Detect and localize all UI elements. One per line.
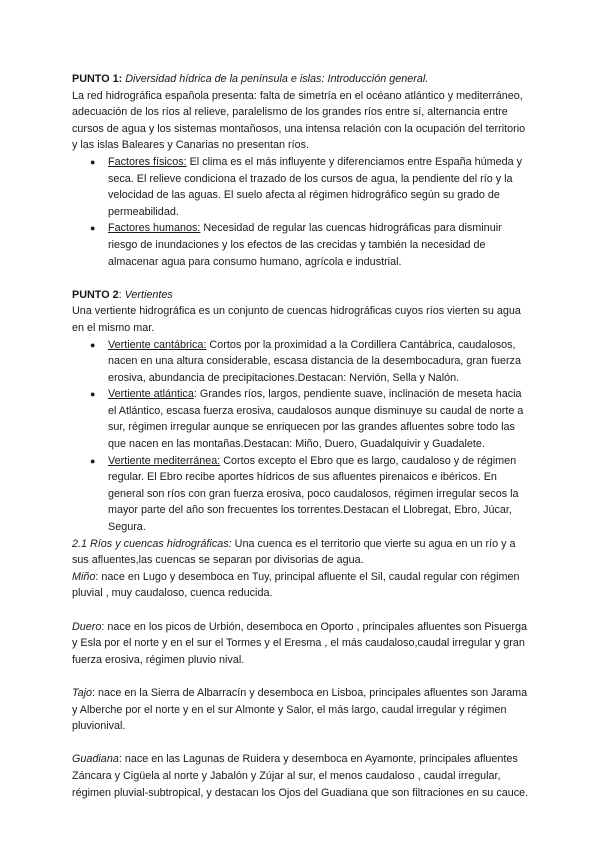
bullet-text: Necesidad de regular las cuencas hidrográficas para disminuir riesgo de inundaciones y los efectos de las crecidas y también la necesidad de almacenar agua para consumo humano, agrícola e industrial.	[108, 222, 502, 268]
river-guadiana	[72, 751, 532, 801]
subsection-text: Una cuenca es el territorio que vierte su agua en un río y a sus afluentes,las cuencas se separan por divisorias de agua.	[72, 537, 516, 567]
spacer	[72, 735, 532, 752]
river-name: Miño	[72, 570, 96, 583]
spacer	[72, 270, 532, 287]
punto2-label: PUNTO 2	[72, 288, 119, 301]
bullet-term: Vertiente atlántica	[108, 388, 194, 401]
bullet-term: Factores físicos:	[108, 155, 187, 168]
punto1-heading	[72, 71, 532, 88]
spacer	[72, 668, 532, 685]
river-text: : nace en Lugo y desemboca en Tuy, principal afluente el Sil, caudal regular con régimen pluvial , muy caudaloso, cuenca reducida.	[72, 570, 520, 600]
bullet-text: El clima es el más influyente y diferenciamos entre España húmeda y seca. El relieve condiciona el trazado de los cursos de agua, la pendiente del río y la velocidad de las aguas. El suelo afecta al régimen hidrográfico según su grado de permeabilidad.	[108, 155, 523, 218]
river-name: Guadiana	[72, 753, 119, 766]
punto2-title: Vertientes	[124, 288, 173, 301]
bullet-text: : Grandes ríos, largos, pendiente suave, inclinación de meseta hacia el Atlántico, escasa fuerza erosiva, caudalosos aunque disminuye su caudal de norte a sur, régimen irregular aunque se enriquecen por las grandes afluentes sobre todo las que nacen en las montañas.Destacan: Miño, Duero, Guadalquivir y Guadalete.	[108, 388, 524, 451]
document-body	[72, 71, 532, 801]
punto1-bullet-list	[72, 154, 532, 270]
river-name: Tajo	[72, 686, 93, 699]
punto1-intro: La red hidrográfica española presenta: falta de simetría en el océano atlántico y mediterráneo, adecuación de los ríos al relieve, paralelismo de los grandes ríos entre sí, alternancia entre cursos de agua y los sistemas montañosos, una intensa relación con la ocupación del territorio y las islas Baleares y Canarias no presentan ríos.	[72, 89, 526, 152]
river-duero	[72, 619, 532, 669]
punto1-title: Diversidad hídrica de la península e islas: Introducción general.	[125, 73, 429, 85]
bullet-vertiente-mediterranea	[108, 453, 532, 536]
river-text: : nace en las Lagunas de Ruidera y desemboca en Ayamonte, principales afluentes Záncara y Cigüela al norte y Jabalón y Zújar al sur, el menos caudaloso , caudal irregular, régimen pluvial-subtropical, y destacan los Ojos del Guadiana que son filtraciones en su cauce.	[72, 753, 529, 799]
bullet-vertiente-atlantica	[108, 386, 532, 452]
punto2-heading: PUNTO 2: Vertientes	[72, 288, 173, 301]
river-text: : nace en la Sierra de Albarracín y desemboca en Lisboa, principales afluentes son Jarama y Alberche por el norte y en el sur Almonte y Salor, el más largo, caudal irregular y régimen pluvionival.	[72, 686, 528, 733]
spacer	[72, 602, 532, 619]
bullet-term: Vertiente mediterránea:	[108, 454, 221, 467]
river-mino	[72, 569, 532, 602]
river-text: : nace en los picos de Urbión, desemboca en Oporto , principales afluentes son Pisuerga y Esla por el norte y en el sur el Tormes y el Eresma , el más caudaloso,caudal irregular y gran fuerza erosiva, régimen pluvio nival.	[72, 620, 527, 666]
bullet-vertiente-cantabrica	[108, 337, 532, 387]
bullet-text: Cortos por la proximidad a la Cordillera Cantábrica, caudalosos, nacen en una altura considerable, escasa distancia de la desembocadura, gran fuerza erosiva, abundancia de precipitaciones.Destacan: Nervión, Sella y Nalón.	[108, 338, 521, 384]
bullet-factores-humanos	[108, 220, 532, 270]
bullet-text: Cortos excepto el Ebro que es largo, caudaloso y de régimen regular. El Ebro recibe aportes hídricos de sus afluentes pirenaicos e ibéricos. En general son ríos con gran fuerza erosiva, poco caudalosos, régimen irregular secos la mayor parte del año son frecuentes los torrentes.Destacan el Llobregat, Ebro, Júcar, Segura.	[108, 454, 519, 534]
bullet-factores-fisicos	[108, 154, 532, 220]
subsection-2-1	[72, 536, 532, 569]
punto2-intro: Una vertiente hidrográfica es un conjunto de cuencas hidrográficas cuyos ríos vierten su agua en el mismo mar.	[72, 305, 521, 334]
subsection-title: 2.1 Ríos y cuencas hidrográficas:	[72, 537, 232, 550]
river-name: Duero	[72, 620, 102, 633]
bullet-term: Factores humanos:	[108, 222, 201, 235]
river-tajo	[72, 685, 532, 735]
punto2-bullet-list	[72, 337, 532, 536]
bullet-term: Vertiente cantábrica:	[108, 338, 207, 351]
punto1-label: PUNTO 1:	[72, 73, 123, 85]
